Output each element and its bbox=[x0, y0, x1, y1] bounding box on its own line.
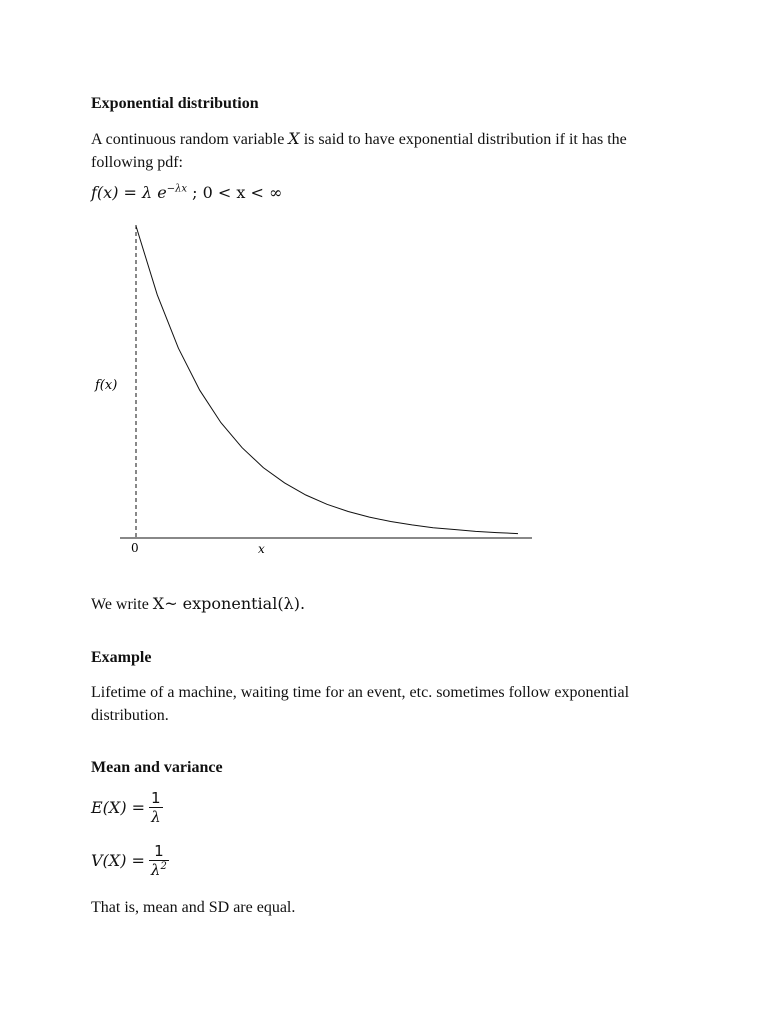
variance-denominator-exponent: 2 bbox=[160, 861, 167, 872]
mean-formula bbox=[91, 789, 163, 826]
section-title: Exponential distribution bbox=[91, 95, 259, 112]
mean-variance-heading: Mean and variance bbox=[91, 759, 223, 776]
variance-denominator-base: λ bbox=[150, 861, 161, 879]
notation-line bbox=[91, 594, 305, 614]
intro-text-after: is said to have exponential distribution if it has the following pdf: bbox=[91, 131, 627, 171]
intro-variable: X bbox=[288, 129, 300, 148]
x-axis-label: x bbox=[258, 542, 265, 556]
variance-numerator: 1 bbox=[154, 842, 164, 860]
variance-formula bbox=[91, 842, 169, 879]
x-tick-zero: 0 bbox=[131, 541, 139, 555]
conclusion-text: That is, mean and SD are equal. bbox=[91, 899, 296, 916]
notation-text: We write bbox=[91, 596, 153, 613]
notation-expression: X~ exponential(λ). bbox=[152, 594, 306, 613]
mean-fraction bbox=[149, 789, 163, 826]
pdf-domain: ; 0 < x < ∞ bbox=[187, 183, 283, 202]
example-heading: Example bbox=[91, 649, 152, 666]
intro-text-before: A continuous random variable bbox=[91, 131, 289, 148]
pdf-exponent: −λx bbox=[166, 183, 188, 195]
variance-denominator bbox=[149, 861, 169, 879]
variance-fraction bbox=[149, 842, 169, 879]
mean-lhs: E(X) = bbox=[91, 798, 146, 817]
pdf-curve bbox=[136, 226, 518, 534]
mean-numerator: 1 bbox=[151, 789, 161, 807]
y-axis-label: f(x) bbox=[95, 378, 118, 393]
variance-lhs: V(X) = bbox=[91, 851, 145, 870]
mean-denominator: λ bbox=[151, 808, 161, 826]
example-text: Lifetime of a machine, waiting time for an event, etc. sometimes follow exponential distribution. bbox=[91, 684, 630, 724]
pdf-lhs: f(x) = λ e bbox=[91, 183, 167, 202]
